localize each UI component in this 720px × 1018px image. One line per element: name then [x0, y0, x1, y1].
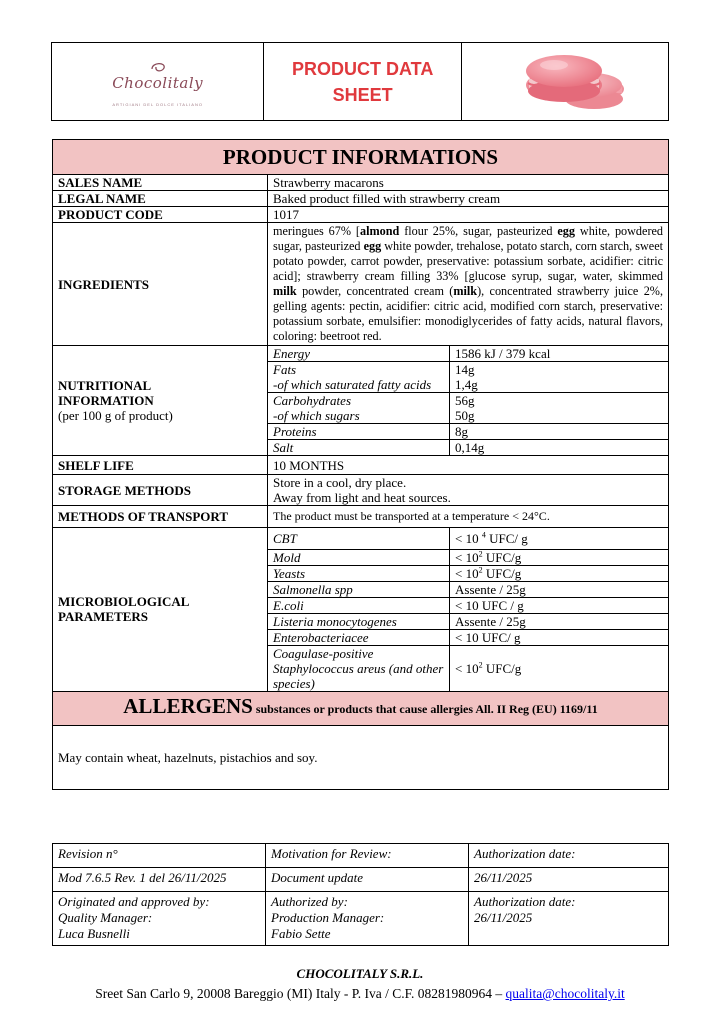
footer-company: CHOCOLITALY S.R.L.: [296, 966, 424, 981]
revision-header: Revision n°: [53, 844, 266, 868]
salt-label: Salt: [268, 440, 450, 456]
transport-label: METHODS OF TRANSPORT: [53, 506, 268, 528]
salmonella-label: Salmonella spp: [268, 581, 450, 597]
yeasts-value-text: < 10: [455, 565, 479, 581]
allergen-almond: almond: [360, 224, 400, 238]
carbs-value-text: 56g: [455, 393, 475, 408]
section-title-row: [53, 140, 669, 175]
allergen-milk: milk: [453, 284, 478, 298]
logo-cell: [52, 43, 264, 121]
originated-by-line-2: Quality Manager:: [58, 910, 153, 925]
allergens-text-row: [53, 725, 669, 789]
yeasts-exponent: 2: [478, 565, 483, 575]
storage-value: [268, 475, 669, 506]
ecoli-value: < 10 UFC / g: [450, 597, 669, 613]
cbt-value-unit: UFC/ g: [485, 530, 528, 546]
allergens-title-row: [53, 691, 669, 725]
micro-label-line-1: MICROBIOLOGICAL: [58, 594, 190, 610]
macaron-image: [462, 43, 668, 117]
micro-row: [53, 528, 669, 692]
header-table: [51, 42, 669, 121]
mold-exponent: 2: [478, 549, 483, 559]
allergen-egg: egg: [557, 224, 575, 238]
coag-exponent: 2: [478, 660, 483, 670]
sales-name-row: [53, 175, 669, 191]
authorization-date-value: 26/11/2025: [469, 868, 669, 892]
shelf-life-row: [53, 456, 669, 475]
page-title-line-1: PRODUCT DATA: [292, 58, 434, 79]
saturated-fats-label: -of which saturated fatty acids: [273, 377, 432, 392]
entero-value: < 10 UFC/ g: [450, 629, 669, 645]
revision-header-row: [53, 844, 669, 868]
micro-table: [268, 528, 668, 691]
revision-data-row: [53, 868, 669, 892]
transport-row: [53, 506, 669, 528]
cbt-label: CBT: [268, 528, 450, 549]
nutrition-label: [53, 346, 268, 456]
logo: [52, 45, 263, 119]
sales-name-label: SALES NAME: [53, 175, 268, 191]
fats-value-text: 14g: [455, 362, 475, 377]
carbs-value: [450, 393, 669, 424]
yeasts-value: [450, 565, 669, 581]
allergen-milk: milk: [273, 284, 297, 298]
coag-value: [450, 645, 669, 691]
sales-name-value: Strawberry macarons: [268, 175, 669, 191]
sugars-value: 50g: [455, 408, 475, 423]
storage-row: [53, 475, 669, 506]
motivation-header: Motivation for Review:: [266, 844, 469, 868]
saturated-fats-value: 1,4g: [455, 377, 478, 392]
authorization-date-2-line-2: 26/11/2025: [474, 910, 533, 925]
legal-name-row: [53, 191, 669, 207]
energy-label: Energy: [268, 346, 450, 362]
entero-label: Enterobacteriacee: [268, 629, 450, 645]
authorized-by-line-3: Fabio Sette: [271, 926, 331, 941]
yeasts-label: Yeasts: [268, 565, 450, 581]
nutrition-label-line-2: INFORMATION: [58, 393, 154, 408]
carbs-label-text: Carbohydrates: [273, 393, 351, 408]
authorization-date-2-line-1: Authorization date:: [474, 894, 576, 909]
product-code-label: PRODUCT CODE: [53, 207, 268, 223]
authorization-date-2: [469, 892, 669, 946]
ingredients-row: [53, 223, 669, 346]
storage-line-1: Store in a cool, dry place.: [273, 475, 407, 490]
sugars-label: -of which sugars: [273, 408, 360, 423]
allergens-text: May contain wheat, hazelnuts, pistachios and soy.: [53, 725, 669, 789]
product-code-value: 1017: [268, 207, 669, 223]
ecoli-label: E.coli: [268, 597, 450, 613]
listeria-label: Listeria monocytogenes: [268, 613, 450, 629]
legal-name-value: Baked product filled with strawberry cream: [268, 191, 669, 207]
coag-value-text: < 10: [455, 660, 479, 676]
ingredients-text: powder, concentrated cream (: [296, 284, 454, 298]
micro-label: [53, 528, 268, 692]
micro-label-line-2: PARAMETERS: [58, 609, 149, 625]
salmonella-value: Assente / 25g: [450, 581, 669, 597]
motivation-value: Document update: [266, 868, 469, 892]
allergens-subheading: substances or products that cause allergies All. II Reg (EU) 1169/11: [252, 702, 598, 716]
cbt-value: [450, 528, 669, 549]
authorized-by: [266, 892, 469, 946]
logo-text: Chocolitaly: [112, 73, 204, 92]
image-cell: [461, 43, 668, 121]
allergens-heading: ALLERGENS: [123, 694, 253, 718]
mold-value-unit: UFC/g: [482, 549, 522, 565]
micro-cell: [268, 528, 669, 692]
storage-line-2: Away from light and heat sources.: [273, 490, 451, 505]
footer-address: Sreet San Carlo 9, 20008 Bareggio (MI) Italy - P. Iva / C.F. 08281980964 –: [95, 986, 506, 1001]
approval-row: [53, 892, 669, 946]
originated-by-line-1: Originated and approved by:: [58, 894, 210, 909]
transport-value: The product must be transported at a temperature < 24°C.: [268, 506, 669, 528]
logo-swirl-icon: [149, 60, 169, 74]
mold-value: [450, 549, 669, 565]
revision-value: Mod 7.6.5 Rev. 1 del 26/11/2025: [53, 868, 266, 892]
shelf-life-label: SHELF LIFE: [53, 456, 268, 475]
originated-by-line-3: Luca Busnelli: [58, 926, 130, 941]
nutrition-label-line-3: (per 100 g of product): [58, 408, 173, 423]
title-cell: [264, 43, 462, 121]
authorized-by-line-1: Authorized by:: [271, 894, 348, 909]
page-title-line-2: SHEET: [332, 84, 393, 105]
footer-email-link[interactable]: qualita@chocolitaly.it: [505, 986, 625, 1001]
salt-value: 0,14g: [450, 440, 669, 456]
mold-label: Mold: [268, 549, 450, 565]
ingredients-text: flour 25%, sugar, pasteurized: [399, 224, 558, 238]
product-code-row: [53, 207, 669, 223]
legal-name-label: LEGAL NAME: [53, 191, 268, 207]
carbs-label: [268, 393, 450, 424]
ingredients-text: white, powdered sugar, pasteurized: [273, 224, 664, 253]
nutrition-cell: [268, 346, 669, 456]
mold-value-text: < 10: [455, 549, 479, 565]
section-title: PRODUCT INFORMATIONS: [53, 140, 669, 175]
fats-label-text: Fats: [273, 362, 297, 377]
originated-by: [53, 892, 266, 946]
ingredients-text: white powder, trehalose, potato starch, corn starch, sweet potato powder, carrot powder, preservative: potassium sorbate, acidifier: citric acid]; strawberry cream filling 33% [glucose syrup, sugar, water, skimmed: [273, 239, 663, 283]
nutrition-row: [53, 346, 669, 456]
authorized-by-line-2: Production Manager:: [271, 910, 385, 925]
logo-subtitle: ARTIGIANI DEL DOLCE ITALIANO: [112, 101, 203, 107]
cbt-exponent: 4: [481, 530, 486, 540]
footer-address-line: [0, 984, 720, 1004]
fats-value: [450, 362, 669, 393]
revision-table: [52, 843, 669, 946]
ingredients-label: INGREDIENTS: [53, 223, 268, 346]
allergen-egg: egg: [363, 239, 382, 253]
coag-value-unit: UFC/g: [482, 660, 522, 676]
listeria-value: Assente / 25g: [450, 613, 669, 629]
proteins-value: 8g: [450, 424, 669, 440]
product-table: [52, 139, 669, 790]
allergens-title: [53, 691, 669, 725]
shelf-life-value: 10 MONTHS: [268, 456, 669, 475]
fats-label: [268, 362, 450, 393]
coag-label: Coagulase-positive Staphylococcus areus (and other species): [268, 645, 450, 691]
cbt-value-text: < 10: [455, 530, 482, 546]
nutrition-table: [268, 346, 668, 455]
authorization-date-header: Authorization date:: [469, 844, 669, 868]
ingredients-text: meringues 67% [: [273, 224, 360, 238]
energy-value: 1586 kJ / 379 kcal: [450, 346, 669, 362]
nutrition-label-line-1: NUTRITIONAL: [58, 378, 152, 393]
ingredients-text: ), concentrated strawberry juice 2%, gelling agents: pectin, acidifier: citric acid, modified corn starch, preservative: potassium sorbate, emulsifier: monodiglycerides of fatty acids, natural flavors, coloring: beetroot red.: [273, 284, 664, 343]
ingredients-value: [268, 223, 669, 346]
proteins-label: Proteins: [268, 424, 450, 440]
storage-label: STORAGE METHODS: [53, 475, 268, 506]
yeasts-value-unit: UFC/g: [482, 565, 522, 581]
footer: [0, 966, 720, 1004]
